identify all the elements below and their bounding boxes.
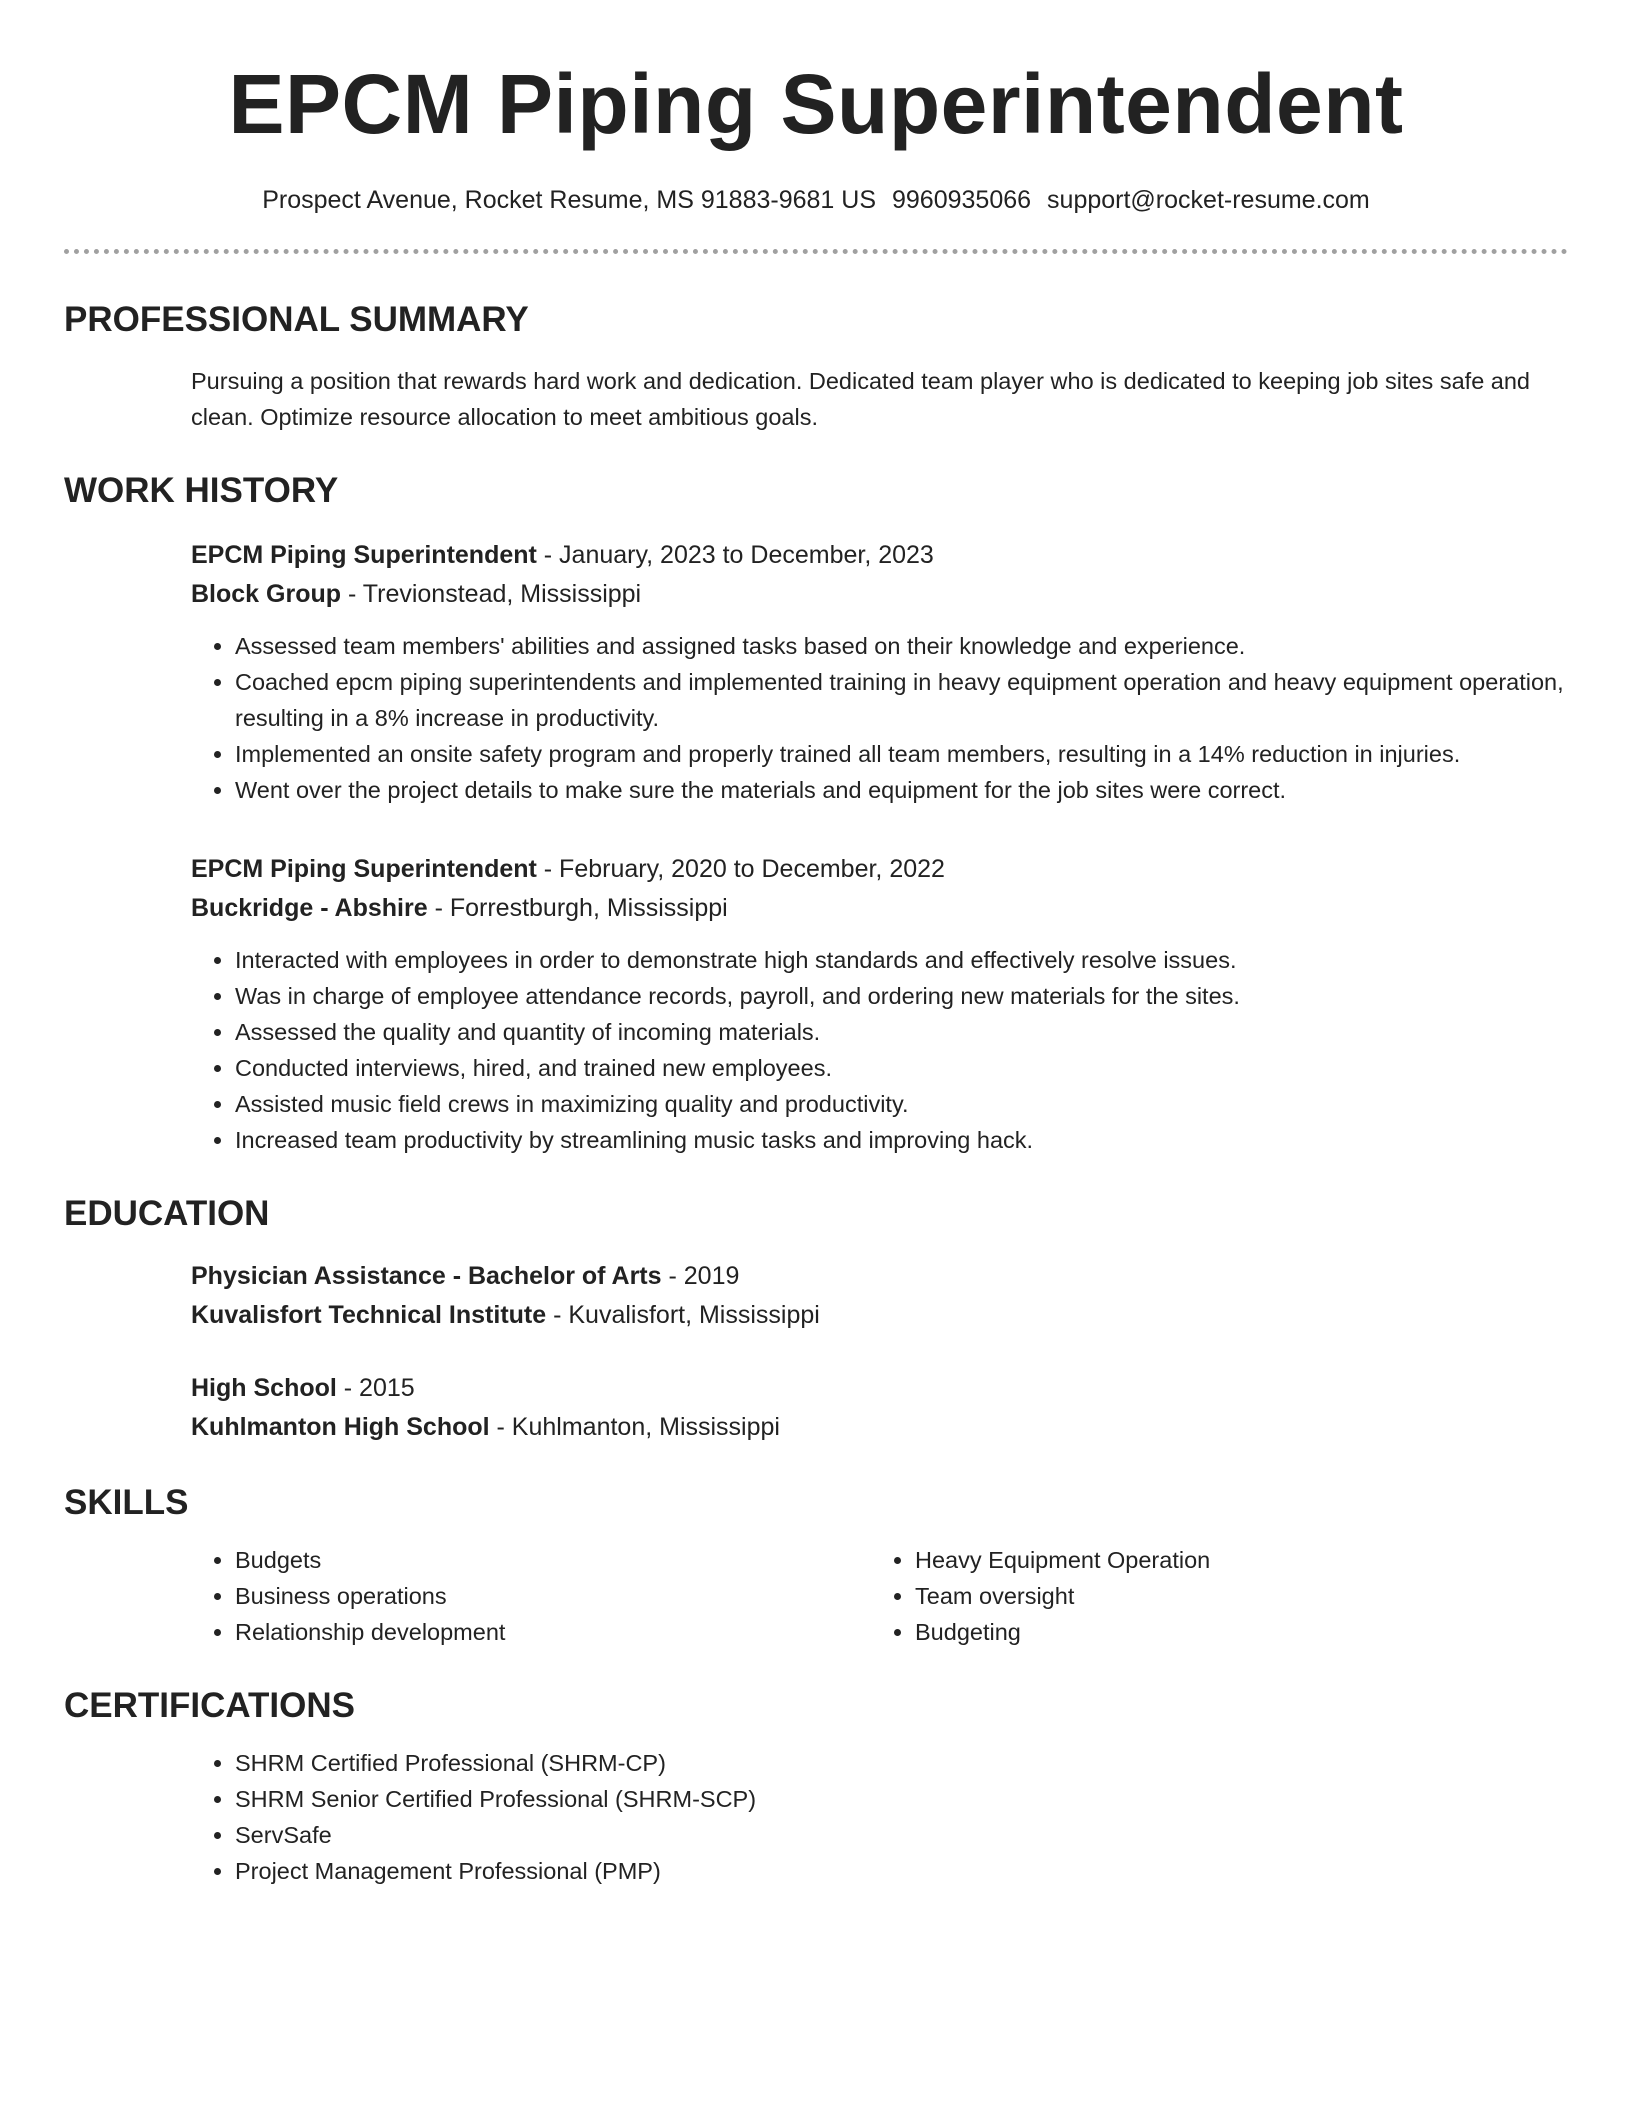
work-history-heading: WORK HISTORY: [64, 471, 339, 510]
education-location: - Kuvalisfort, Mississippi: [546, 1301, 820, 1329]
education-entry: [191, 1257, 1568, 1335]
candidate-name: EPCM Piping Superintendent: [228, 57, 1404, 151]
work-history-section: [64, 473, 1568, 1158]
job-company-line: [191, 575, 1568, 614]
job-dates: - February, 2020 to December, 2022: [536, 855, 945, 883]
education-degree: Physician Assistance - Bachelor of Arts: [191, 1262, 662, 1290]
job-entry: [191, 850, 1568, 1158]
skills-section: [64, 1485, 1568, 1650]
list-item: • Conducted interviews, hired, and trained new employees.: [235, 1050, 1568, 1086]
job-bullets: [191, 942, 1568, 1158]
job-company: Buckridge - Abshire: [191, 894, 428, 922]
contact-email: support@rocket-resume.com: [1047, 186, 1370, 214]
list-item: • Assisted music field crews in maximizing quality and productivity.: [235, 1086, 1568, 1122]
education-school: Kuvalisfort Technical Institute: [191, 1301, 547, 1329]
list-item: • Project Management Professional (PMP): [235, 1853, 1568, 1889]
list-item: • Implemented an onsite safety program and properly trained all team members, resulting in a 14% reduction in injuries.: [235, 736, 1568, 772]
list-item: • Budgeting: [915, 1614, 1551, 1650]
list-item: • Budgets: [235, 1542, 871, 1578]
education-location: - Kuhlmanton, Mississippi: [489, 1413, 780, 1441]
certifications-list: [191, 1745, 1568, 1889]
contact-phone: 9960935066: [892, 186, 1032, 214]
education-section: [64, 1196, 1568, 1447]
education-degree-line: [191, 1257, 1568, 1296]
list-item: • Was in charge of employee attendance records, payroll, and ordering new materials for the sites.: [235, 978, 1568, 1014]
list-item: • Heavy Equipment Operation: [915, 1542, 1551, 1578]
education-degree: High School: [191, 1374, 337, 1402]
job-title-line: [191, 536, 1568, 575]
summary-section: [64, 302, 1568, 435]
skills-right-column: [871, 1542, 1551, 1650]
certifications-section: [64, 1688, 1568, 1889]
list-item: • Coached epcm piping superintendents and implemented training in heavy equipment operation and heavy equipment operation, resulting in a 8% increase in productivity.: [235, 664, 1568, 736]
job-entry: [191, 536, 1568, 808]
list-item: • Assessed the quality and quantity of incoming materials.: [235, 1014, 1568, 1050]
education-heading: EDUCATION: [64, 1194, 270, 1233]
contact-address: Prospect Avenue, Rocket Resume, MS 91883-9681 US: [262, 186, 876, 214]
education-school-line: [191, 1296, 1568, 1335]
education-year: - 2019: [661, 1262, 740, 1290]
list-item: • SHRM Certified Professional (SHRM-CP): [235, 1745, 1568, 1781]
list-item: • Went over the project details to make sure the materials and equipment for the job sites were correct.: [235, 772, 1568, 808]
education-school-line: [191, 1408, 1568, 1447]
education-entry: [191, 1369, 1568, 1447]
list-item: • Assessed team members' abilities and assigned tasks based on their knowledge and experience.: [235, 628, 1568, 664]
list-item: • Increased team productivity by streamlining music tasks and improving hack.: [235, 1122, 1568, 1158]
list-item: • Interacted with employees in order to demonstrate high standards and effectively resolve issues.: [235, 942, 1568, 978]
job-location: - Trevionstead, Mississippi: [341, 580, 642, 608]
job-position: EPCM Piping Superintendent: [191, 855, 537, 883]
job-position: EPCM Piping Superintendent: [191, 541, 537, 569]
skills-grid: [191, 1542, 1568, 1650]
list-item: • Team oversight: [915, 1578, 1551, 1614]
skills-heading: SKILLS: [64, 1483, 189, 1522]
summary-heading: PROFESSIONAL SUMMARY: [64, 300, 529, 339]
job-dates: - January, 2023 to December, 2023: [536, 541, 934, 569]
job-bullets: [191, 628, 1568, 808]
list-item: • SHRM Senior Certified Professional (SHRM-SCP): [235, 1781, 1568, 1817]
skills-left-column: [191, 1542, 871, 1650]
education-degree-line: [191, 1369, 1568, 1408]
education-school: Kuhlmanton High School: [191, 1413, 490, 1441]
list-item: • Relationship development: [235, 1614, 871, 1650]
certifications-heading: CERTIFICATIONS: [64, 1686, 356, 1725]
job-title-line: [191, 850, 1568, 889]
list-item: • Business operations: [235, 1578, 871, 1614]
list-item: • ServSafe: [235, 1817, 1568, 1853]
job-location: - Forrestburgh, Mississippi: [427, 894, 728, 922]
job-company-line: [191, 889, 1568, 928]
education-year: - 2015: [336, 1374, 415, 1402]
contact-line: [64, 186, 1568, 215]
job-company: Block Group: [191, 580, 342, 608]
summary-text: Pursuing a position that rewards hard work and dedication. Dedicated team player who is dedicated to keeping job sites safe and clean. Optimize resource allocation to meet ambitious goals.: [191, 368, 1530, 430]
header-divider: [64, 249, 1568, 254]
